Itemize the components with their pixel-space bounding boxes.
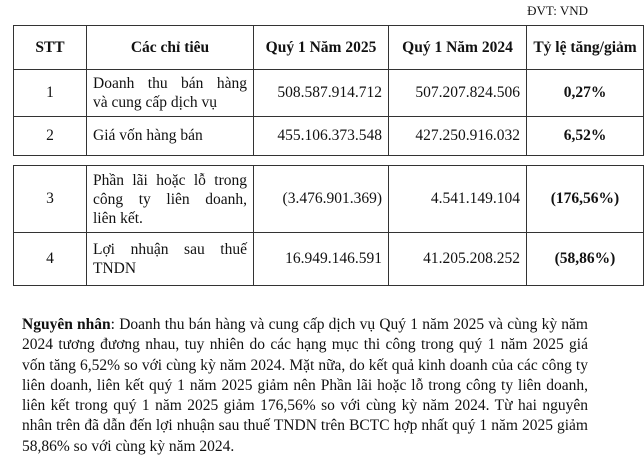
row-stt: 1 bbox=[14, 70, 87, 117]
results-table-top bbox=[13, 25, 644, 156]
row-indicator bbox=[87, 166, 254, 233]
row-indicator bbox=[87, 233, 254, 286]
table-row bbox=[14, 233, 644, 286]
table-row bbox=[14, 117, 644, 156]
header-change: Tỷ lệ tăng/giảm bbox=[527, 26, 644, 70]
row-change: (58,86%) bbox=[527, 233, 644, 286]
indicator-line: Phần lãi hoặc lỗ trong bbox=[93, 171, 247, 189]
explanation-text: : Doanh thu bán hàng và cung cấp dịch vụ Quý 1 năm 2025 và cùng kỳ năm 2024 tương đương nhau, tuy nhiên do các hạng mục thi công trong quý 1 năm 2025 giá vốn tăng 6,52% so với cùng kỳ năm 2024. Mặt nữa, do kết quả kinh doanh của các công ty liên doanh, liên kết quý 1 năm 2025 giảm nên Phần lãi hoặc lỗ trong công ty liên doanh, liên kết trong quý 1 năm 2025 giảm 176,56% so với cùng kỳ năm 2024. Từ hai nguyên nhân trên đã dẫn đến lợi nhuận sau thuế TNDN trên BCTC hợp nhất quý 1 năm 2025 giảm 58,86% so với cùng kỳ năm 2024. bbox=[22, 316, 588, 455]
indicator-line: công ty liên doanh, bbox=[93, 190, 247, 208]
indicator-line: Lợi nhuận sau thuế bbox=[93, 241, 247, 258]
row-q1-2025: 16.949.146.591 bbox=[254, 233, 389, 286]
row-change: (176,56%) bbox=[527, 166, 644, 233]
table-header-row bbox=[14, 26, 644, 70]
table-row bbox=[14, 70, 644, 117]
row-stt: 3 bbox=[14, 166, 87, 233]
header-q1-2024: Quý 1 Năm 2024 bbox=[389, 26, 527, 70]
row-indicator: Giá vốn hàng bán bbox=[87, 117, 254, 156]
row-q1-2025: 455.106.373.548 bbox=[254, 117, 389, 156]
row-indicator bbox=[87, 70, 254, 117]
row-q1-2025: (3.476.901.369) bbox=[254, 166, 389, 233]
explanation-label: Nguyên nhân bbox=[22, 316, 111, 333]
row-q1-2024: 507.207.824.506 bbox=[389, 70, 527, 117]
currency-unit-label: ĐVT: VND bbox=[527, 3, 588, 18]
row-change: 6,52% bbox=[527, 117, 644, 156]
indicator-line: và cung cấp dịch vụ bbox=[93, 94, 217, 111]
table-row bbox=[14, 166, 644, 233]
row-stt: 4 bbox=[14, 233, 87, 286]
indicator-line: liên kết. bbox=[93, 209, 143, 227]
header-q1-2025: Quý 1 Năm 2025 bbox=[254, 26, 389, 70]
header-stt: STT bbox=[14, 26, 87, 70]
explanation-paragraph bbox=[22, 315, 588, 457]
indicator-line: Doanh thu bán hàng bbox=[93, 75, 247, 92]
row-q1-2025: 508.587.914.712 bbox=[254, 70, 389, 117]
row-change: 0,27% bbox=[527, 70, 644, 117]
indicator-line: TNDN bbox=[93, 260, 137, 277]
header-indicator: Các chỉ tiêu bbox=[87, 26, 254, 70]
row-q1-2024: 41.205.208.252 bbox=[389, 233, 527, 286]
row-stt: 2 bbox=[14, 117, 87, 156]
results-table-bottom bbox=[13, 165, 644, 286]
row-q1-2024: 4.541.149.104 bbox=[389, 166, 527, 233]
row-q1-2024: 427.250.916.032 bbox=[389, 117, 527, 156]
